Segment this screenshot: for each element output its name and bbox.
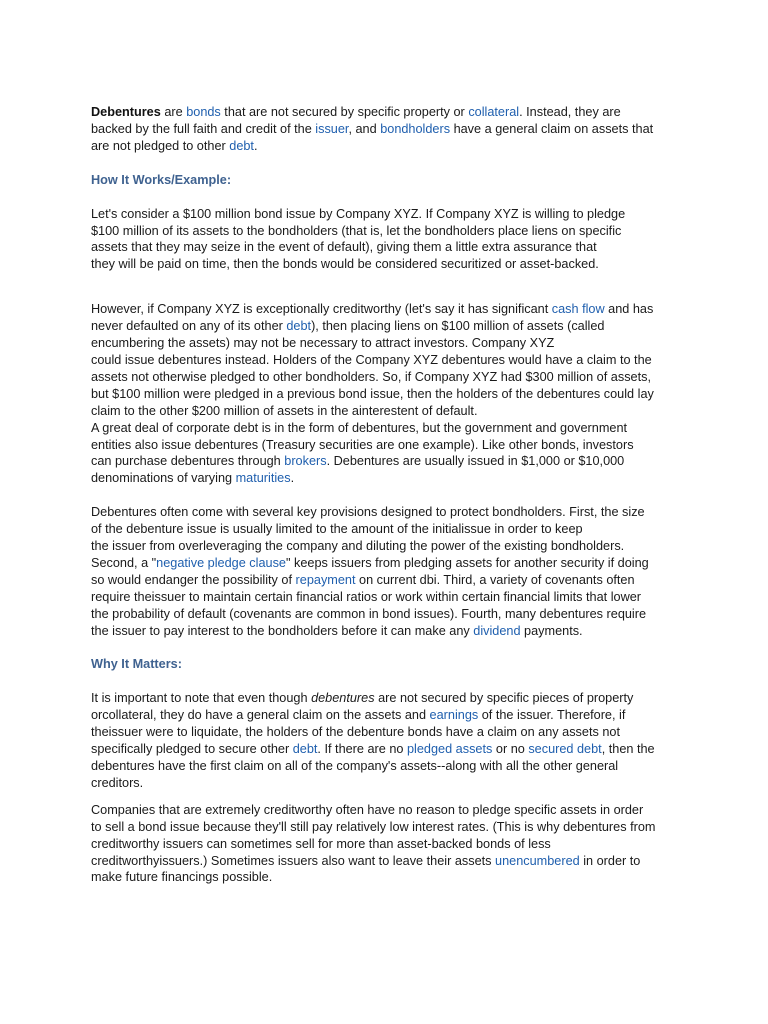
importance-paragraph: It is important to note that even though debentures are not secured by specific pieces of property orcollateral, they do have a general claim on the assets and earnings of the issuer. Therefore, if theissuer were to liquidate, the holders of the debenture bonds have a claim on any assets not specifically pledged to secure other debt. If there are no pledged assets or no secured debt, then the debentures have the first claim on all of the company's assets--along with all the other general creditors. — [91, 691, 655, 790]
link-maturities[interactable]: maturities — [235, 471, 291, 486]
link-unencumbered[interactable]: unencumbered — [495, 853, 580, 868]
term-debentures: Debentures — [91, 105, 161, 119]
provisions-paragraph: Debentures often come with several key provisions designed to protect bondholders. First, the size of the debenture issue is usually limited to the amount of the initialissue in order to keep the issuer from overleveraging the company and diluting the power of the existing bondholders. Second, a "negative pledge clause" keeps issuers from pledging assets for another security if doing so would endanger the possibility of repayment on current dbi. Third, a variety of covenants often require theissuer to maintain certain financial ratios or work within certain financial limits that lower the probability of default (covenants are common in bond issues). Fourth, many debentures require the issuer to pay interest to the bondholders before it can make any dividend payments. — [91, 505, 649, 638]
link-brokers[interactable]: brokers — [284, 454, 327, 469]
link-issuer[interactable]: issuer — [315, 121, 349, 136]
link-dividend[interactable]: dividend — [473, 623, 521, 638]
link-debt[interactable]: debt — [229, 138, 254, 153]
link-earnings[interactable]: earnings — [429, 708, 479, 723]
link-bonds[interactable]: bonds — [186, 105, 221, 119]
intro-paragraph: Debentures are bonds that are not secured by specific property or collateral. Instead, they are backed by the full faith and credit of the issuer, and bondholders have a general claim on assets that are not pledged to other debt. — [91, 105, 654, 153]
however-paragraph: However, if Company XYZ is exceptionally creditworthy (let's say it has significant cash flow and has never defaulted on any of its other debt), then placing liens on $100 million of assets (called encumbering the assets) may not be necessary to attract investors. Company XYZ could issue debentures instead. Holders of the Company XYZ debentures would have a claim to the assets not otherwise pledged to other bondholders. So, if Company XYZ had $300 million of assets, but $100 million were pledged in a previous bond issue, then the holders of the debentures could lay claim to the other $200 million of assets in the ainterestent of default. A great deal of corporate debt is in the form of debentures, but the government and government entities also issue debentures (Treasury securities are one example). Like other bonds, investors can purchase debentures through brokers. Debentures are usually issued in $1,000 or $10,000 denominations of varying maturities. — [91, 302, 654, 486]
link-secured-debt[interactable]: secured debt — [528, 742, 602, 757]
link-negative-pledge-clause[interactable]: negative pledge clause — [156, 555, 286, 570]
link-cash-flow[interactable]: cash flow — [551, 302, 605, 317]
example-paragraph: Let's consider a $100 million bond issue by Company XYZ. If Company XYZ is willing to pledge $100 million of its assets to the bondholders (that is, let the bondholders place liens on specific assets that they may seize in the event of default), giving them a little extra assurance that they will be paid on time, then the bonds would be considered securitized or asset-backed. — [91, 206, 626, 272]
link-bondholders[interactable]: bondholders — [380, 121, 451, 136]
document-body — [91, 104, 685, 886]
link-pledged-assets[interactable]: pledged assets — [407, 742, 493, 757]
link-debt[interactable]: debt — [292, 742, 318, 757]
link-debt[interactable]: debt — [286, 319, 312, 334]
heading-how-it-works: How It Works/Example: — [91, 172, 232, 187]
creditworthy-paragraph: Companies that are extremely creditworthy often have no reason to pledge specific assets in order to sell a bond issue because they'll still pay relatively low interest rates. (This is why debentures from creditworthy issuers can sometimes sell for more than asset-backed bonds of less creditworthyissuers.) Sometimes issuers also want to leave their assets unencumbered in order to make future financings possible. — [91, 802, 656, 885]
heading-why-it-matters: Why It Matters: — [91, 657, 182, 672]
link-collateral[interactable]: collateral — [468, 105, 520, 119]
link-repayment[interactable]: repayment — [295, 572, 356, 587]
